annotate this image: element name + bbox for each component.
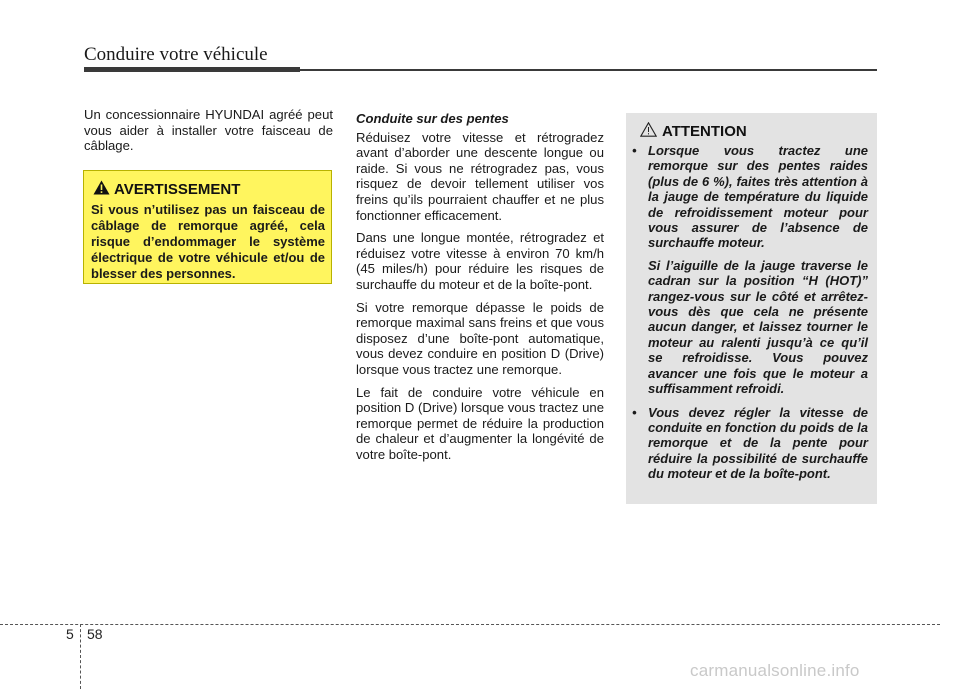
footer-rule: [0, 624, 940, 625]
header-rule-thick: [84, 67, 300, 72]
attention-paragraph: Si l’aiguille de la jauge traverse le cadran sur la position “H (HOT)” rangez-vous sur le côté et arrêtez-vous dès que cela ne présente aucun danger, et laissez tourner le moteur au ralenti jusqu’à ce qu’il se refroidisse. Vous pouvez avancer une fois que le moteur a suffisamment refroidi.: [648, 257, 868, 397]
caution-triangle-icon: [640, 122, 657, 137]
bullet: •: [632, 143, 637, 158]
attention-paragraph: Vous devez régler la vitesse de conduite en fonction du poids de la remorque et de la pente pour réduire la possibilité de surchauffe du moteur et de la boîte-pont.: [648, 404, 868, 482]
bullet: •: [632, 404, 637, 420]
footer-divider: [80, 624, 81, 689]
paragraph: Si votre remorque dépasse le poids de remorque maximal sans freins et que vous disposez d’une boîte-pont automatique, vous devez conduire en position D (Drive) lorsque vous tractez une remorque.: [356, 299, 604, 377]
intro-paragraph: Un concessionnaire HYUNDAI agréé peut vous aider à installer votre faisceau de câblage.: [84, 107, 333, 154]
middle-column: [356, 111, 604, 469]
left-column: [84, 107, 333, 161]
warning-triangle-icon: [93, 180, 110, 195]
attention-box: [626, 113, 877, 504]
warning-text: Si vous n’utilisez pas un faisceau de câblage de remorque agréé, cela risque d’endommager le système électrique de votre véhicule et/ou de blesser des personnes.: [91, 202, 325, 281]
attention-title: ATTENTION: [662, 123, 747, 140]
paragraph: Réduisez votre vitesse et rétrogradez avant d’aborder une descente longue ou raide. Si vous ne rétrogradez pas, vous risquez de devoir tellement utiliser vos freins qu’ils pourraient chauffer et ne plus fonctionner efficacement.: [356, 129, 604, 223]
section-heading: Conduite sur des pentes: [356, 111, 509, 126]
header-rule-thin: [300, 69, 877, 71]
watermark: carmanualsonline.info: [690, 661, 860, 680]
warning-title: AVERTISSEMENT: [114, 181, 241, 198]
attention-item: [632, 405, 868, 482]
chapter-number: 5: [66, 626, 74, 642]
page-number: 58: [87, 626, 103, 642]
header-title: Conduire votre véhicule: [84, 44, 268, 65]
attention-list: [632, 143, 868, 490]
attention-paragraph: Lorsque vous tractez une remorque sur des pentes raides (plus de 6 %), faites très attention à la jauge de température du liquide de refroidissement moteur pour vous assurer de l’absence de surchauffe moteur.: [648, 143, 868, 251]
paragraph: Dans une longue montée, rétrogradez et réduisez votre vitesse à environ 70 km/h (45 miles/h) pour réduire les risques de surchauffe du moteur et de la boîte-pont.: [356, 230, 604, 292]
paragraph: Le fait de conduire votre véhicule en position D (Drive) lorsque vous tractez une remorque permet de réduire la production de chaleur et d’augmenter la longévité de votre boîte-pont.: [356, 384, 604, 462]
attention-item: [632, 143, 868, 397]
warning-box: [83, 170, 332, 284]
